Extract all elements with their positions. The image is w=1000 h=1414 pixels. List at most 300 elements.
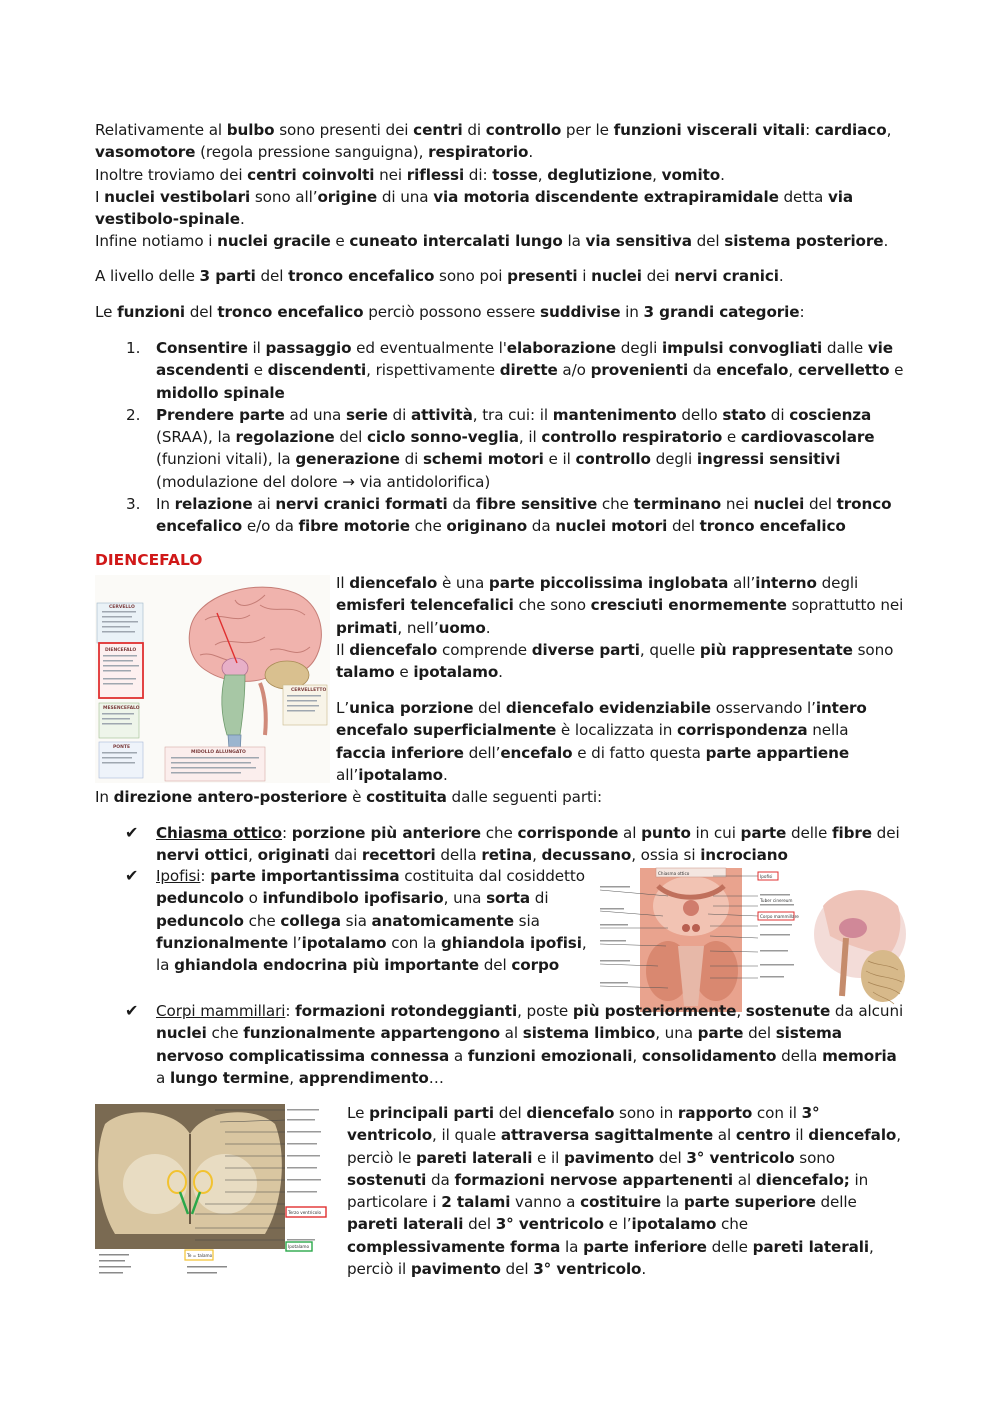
text-run: nella: [807, 721, 849, 740]
text-run: funzioni emozionali: [467, 1046, 633, 1065]
text-run: o: [243, 889, 263, 908]
text-run: dirette: [499, 361, 558, 380]
text-run: e l’: [603, 1215, 632, 1234]
text-run: .: [883, 232, 889, 251]
text-run: ,: [788, 361, 798, 380]
text-run: fibre: [831, 824, 872, 842]
text-run: :: [285, 1002, 296, 1020]
text-run: passaggio: [265, 339, 352, 357]
text-run: recettori: [361, 846, 436, 865]
text-run: diencefalo evidenziabile: [505, 699, 711, 717]
text-run: dei: [871, 824, 900, 842]
text-run: dello: [676, 405, 723, 424]
text-run: al: [618, 824, 642, 842]
text-run: sono poi: [434, 267, 508, 285]
text-run: a: [449, 1046, 468, 1065]
text-run: , quelle: [639, 640, 700, 659]
text-run: , il: [518, 428, 542, 447]
text-run: uomo: [438, 618, 486, 637]
text-run: dalle: [822, 339, 868, 357]
text-run: Relativamente al: [95, 121, 227, 139]
text-run: diencefalo: [808, 1126, 897, 1145]
text-run: nervi ottici: [156, 846, 249, 865]
list-number: 3.: [126, 495, 141, 514]
text-run: ghiandola ipofisi: [440, 933, 582, 952]
list-item-text: [156, 406, 874, 491]
text-run: degli: [616, 339, 663, 357]
text-run: Il: [336, 640, 350, 659]
brain-lateral-figure: [95, 575, 330, 783]
figure-label: CERVELLO: [109, 605, 135, 610]
text-run: provenienti: [590, 361, 689, 380]
text-run: nervi cranici formati: [275, 495, 448, 514]
text-run: rapporto: [677, 1104, 753, 1122]
text-run: tronco encefalico: [217, 303, 364, 321]
text-run: Prendere parte: [156, 405, 285, 424]
text-run: e: [248, 361, 268, 380]
text-run: sistema nervoso complicatissima connessa: [156, 1024, 842, 1065]
text-run: parte importantissima: [210, 867, 400, 885]
text-run: e: [394, 663, 414, 682]
text-run: via vestibolo-spinale: [95, 187, 853, 229]
text-run: diencefalo: [349, 640, 438, 659]
text-run: peduncolo: [156, 911, 244, 930]
list-number: 1.: [126, 339, 141, 357]
text-run: respiratorio: [428, 143, 529, 162]
text-run: al: [499, 1024, 523, 1043]
text-run: del: [334, 428, 367, 447]
text-run: corrisponde: [517, 824, 619, 842]
text-run: controllo respiratorio: [541, 428, 723, 447]
text-run: ed eventualmente l': [351, 339, 507, 357]
text-run: 3 parti: [199, 267, 256, 285]
text-run: i: [577, 267, 592, 285]
text-run: fibre sensitive: [475, 495, 598, 514]
diencefalo-paragraph-direzione: [95, 786, 915, 808]
text-run: complessivamente forma: [347, 1237, 561, 1256]
text-run: , poste: [517, 1002, 573, 1020]
text-run: in particolare i: [347, 1170, 869, 1212]
text-run: dei: [641, 267, 675, 285]
text-run: :: [805, 121, 815, 139]
text-run: corrispondenza: [677, 721, 808, 740]
text-run: , la: [156, 933, 587, 975]
text-run: generazione: [295, 450, 400, 469]
coronal-section-figure: [95, 1104, 333, 1280]
text-run: all’: [728, 574, 756, 592]
text-run: L’: [336, 699, 350, 717]
text-run: con la: [386, 933, 441, 952]
text-run: schemi motori: [422, 450, 544, 469]
text-run: , nell’: [397, 618, 439, 637]
text-run: infundibolo ipofisario: [262, 889, 444, 908]
text-run: delle: [786, 824, 832, 842]
text-run: .: [528, 143, 534, 162]
text-run: origine: [317, 187, 378, 206]
text-run: , perciò il: [347, 1237, 874, 1279]
text-run: Ipofisi: [156, 867, 201, 885]
text-run: Chiasma ottico: [156, 824, 283, 842]
text-run: nuclei: [591, 267, 642, 285]
text-run: direzione antero-posteriore: [113, 788, 348, 806]
text-run: riflessi: [406, 165, 465, 184]
text-run: parte: [697, 1024, 744, 1043]
text-run: elaborazione: [506, 339, 616, 357]
text-run: Il: [336, 574, 350, 592]
text-run: serie: [345, 405, 388, 424]
text-run: tronco encefalico: [699, 517, 846, 536]
figure-label: Ipofisi: [760, 874, 773, 879]
text-run: parte superiore: [683, 1193, 816, 1212]
text-run: a/o: [557, 361, 591, 380]
text-run: sia: [340, 911, 372, 930]
parts-list-chiasma: [95, 822, 910, 867]
text-run: attività: [410, 405, 473, 424]
text-run: , perciò le: [347, 1126, 901, 1167]
text-run: tosse: [492, 165, 538, 184]
text-run: :: [799, 303, 805, 321]
text-run: funzionalmente: [156, 933, 289, 952]
text-run: è localizzata in: [556, 721, 678, 740]
text-run: incrociano: [700, 846, 788, 865]
functions-list-item: [95, 337, 910, 404]
text-run: cuneato intercalati lungo: [349, 232, 563, 251]
diencefalo-paragraph-intro: [336, 572, 908, 683]
text-run: diencefalo: [349, 574, 438, 592]
text-run: punto: [641, 824, 691, 842]
text-run: da: [688, 361, 717, 380]
text-run: , una: [655, 1024, 698, 1043]
figure-label: Ipotalamo: [288, 1244, 310, 1249]
text-run: intero encefalo superficialmente: [336, 699, 867, 740]
text-run: controllo: [485, 121, 562, 139]
text-run: Corpi mammillari: [156, 1002, 286, 1020]
brain-inferior-view-illustration-icon: [598, 866, 908, 1014]
text-run: (modulazione del dolore → via antidolorifica): [156, 472, 491, 491]
text-run: del: [463, 1215, 496, 1234]
text-run: principali parti: [369, 1104, 494, 1122]
text-run: nuclei motori: [555, 517, 668, 536]
text-run: .: [485, 618, 491, 637]
text-run: , una: [443, 889, 487, 908]
figure-label: Te = talamo: [187, 1253, 213, 1258]
text-run: l’: [288, 933, 302, 952]
figure-label: MIDOLLO ALLUNGATO: [191, 750, 246, 755]
text-run: corpo: [511, 956, 560, 975]
text-run: coscienza: [789, 405, 872, 424]
checkmark-icon: ✔: [125, 823, 139, 842]
text-run: di: [399, 450, 423, 469]
text-run: fibre motorie: [298, 517, 410, 536]
text-run: perciò possono essere: [363, 303, 541, 321]
text-run: ad una: [284, 405, 346, 424]
parts-list-item: [95, 1000, 910, 1089]
text-run: originati: [257, 846, 330, 865]
text-run: diencefalo;: [755, 1170, 850, 1189]
text-run: tronco encefalico: [156, 495, 892, 536]
text-run: (regola pressione sanguigna),: [195, 143, 429, 162]
text-run: al: [713, 1126, 736, 1145]
text-run: delle: [815, 1193, 857, 1212]
list-item-text: [156, 867, 587, 974]
text-run: pavimento: [410, 1260, 501, 1279]
intro-paragraph-bulbo: [95, 119, 915, 253]
text-run: nei: [721, 495, 754, 514]
text-run: diverse parti: [531, 640, 640, 659]
text-run: è: [347, 788, 367, 806]
text-run: anatomicamente: [371, 911, 514, 930]
text-run: In: [156, 495, 175, 514]
text-run: del: [255, 267, 289, 285]
text-run: decussano: [541, 846, 632, 865]
text-run: lungo termine: [169, 1068, 290, 1087]
text-run: ,: [537, 165, 548, 184]
text-run: ,: [652, 165, 662, 184]
text-run: e il: [543, 450, 576, 469]
text-run: che: [206, 1024, 244, 1043]
text-run: nuclei: [156, 1024, 207, 1043]
text-run: del: [479, 956, 512, 975]
text-run: stato: [722, 405, 767, 424]
text-run: del: [804, 495, 837, 514]
text-run: parte inferiore: [583, 1237, 707, 1256]
text-run: ai: [252, 495, 276, 514]
text-run: sorta: [486, 889, 531, 908]
text-run: , tra cui: il: [472, 405, 553, 424]
figure-label: DIENCEFALO: [105, 648, 137, 653]
functions-list: [95, 337, 910, 538]
text-run: di: [530, 889, 549, 908]
text-run: che: [480, 824, 518, 842]
text-run: 3° ventricolo: [347, 1104, 820, 1145]
text-run: parte piccolissima inglobata: [488, 574, 729, 592]
text-run: 3° ventricolo: [686, 1148, 795, 1167]
text-run: via motoria discendente extrapiramidale: [433, 187, 779, 206]
text-run: porzione più anteriore: [291, 824, 481, 842]
parts-list-item: [95, 865, 595, 976]
text-run: ipotalamo: [413, 663, 499, 682]
list-item-text: [156, 1002, 903, 1087]
text-run: di:: [464, 165, 493, 184]
text-run: che sono: [513, 596, 591, 615]
text-run: Inoltre troviamo dei: [95, 165, 248, 184]
text-run: è una: [437, 574, 489, 592]
text-run: in cui: [690, 824, 741, 842]
text-run: del: [667, 517, 700, 536]
text-run: nuclei gracile: [217, 232, 331, 251]
text-run: e: [330, 232, 350, 251]
text-run: la: [560, 1237, 584, 1256]
list-item-text: [156, 339, 903, 402]
functions-list-item: [95, 493, 910, 538]
text-run: A livello delle: [95, 267, 200, 285]
text-run: il: [247, 339, 266, 357]
text-run: 3° ventricolo: [533, 1260, 642, 1279]
text-run: cardiovascolare: [740, 428, 875, 447]
text-run: faccia inferiore: [336, 743, 464, 762]
text-run: controllo: [575, 450, 651, 469]
text-run: funzioni: [117, 303, 186, 321]
text-run: (funzioni vitali), la: [156, 450, 296, 469]
text-run: via sensitiva: [585, 232, 692, 251]
text-run: centro: [735, 1126, 791, 1145]
text-run: (SRAA), la: [156, 428, 236, 447]
text-run: formazioni rotondeggianti: [295, 1002, 518, 1020]
figure-label: Corpo mammillare: [760, 914, 799, 919]
text-run: costituita dal cosiddetto: [399, 867, 585, 885]
text-run: vomito: [661, 165, 721, 184]
text-run: soprattutto nei: [786, 596, 904, 615]
chiasm-figure: [598, 866, 908, 1014]
text-run: ,: [736, 1002, 746, 1020]
text-run: della: [435, 846, 482, 865]
text-run: ,: [532, 846, 542, 865]
text-run: ghiandola endocrina più importante: [174, 956, 480, 975]
text-run: e di fatto questa: [572, 743, 706, 762]
text-run: encefalo: [716, 361, 789, 380]
text-run: pavimento: [564, 1148, 654, 1167]
text-run: ,: [248, 846, 258, 865]
text-run: per le: [561, 121, 614, 139]
text-run: tronco encefalico: [288, 267, 435, 285]
checkmark-icon: ✔: [125, 866, 139, 885]
text-run: ciclo sonno-veglia: [366, 428, 519, 447]
text-run: della: [776, 1046, 823, 1065]
text-run: che: [409, 517, 447, 536]
text-run: midollo spinale: [156, 383, 285, 402]
text-run: più posteriormente: [572, 1002, 737, 1020]
text-run: sono all’: [250, 187, 318, 206]
text-run: In: [95, 788, 114, 806]
text-run: costituire: [580, 1193, 662, 1212]
text-run: sono in: [614, 1104, 678, 1122]
text-run: .: [720, 165, 725, 184]
text-run: Consentire: [156, 339, 248, 357]
text-run: originano: [446, 517, 528, 536]
text-run: del: [691, 232, 725, 251]
list-item-text: [156, 495, 891, 535]
text-run: osservando l’: [710, 699, 816, 717]
text-run: nei: [374, 165, 407, 184]
text-run: nuclei: [753, 495, 805, 514]
text-run: impulsi convogliati: [662, 339, 823, 357]
text-run: degli: [816, 574, 859, 592]
text-run: memoria: [822, 1046, 897, 1065]
text-run: e: [889, 361, 904, 380]
text-run: talamo: [336, 663, 395, 682]
text-run: interno: [755, 574, 817, 592]
text-run: da: [447, 495, 476, 514]
text-run: la: [661, 1193, 684, 1212]
text-run: funzionalmente appartengono: [243, 1024, 500, 1043]
text-run: di: [462, 121, 486, 139]
text-run: sono: [794, 1148, 835, 1167]
text-run: presenti: [507, 267, 578, 285]
list-number: 2.: [126, 405, 141, 424]
text-run: del: [743, 1024, 776, 1043]
text-run: pareti laterali: [415, 1148, 533, 1167]
intro-paragraph-nuclei: [95, 265, 915, 287]
text-run: , rispettivamente: [366, 361, 500, 380]
text-run: …: [428, 1068, 444, 1087]
text-run: sistema limbico: [522, 1024, 656, 1043]
text-run: ,: [289, 1068, 299, 1087]
parts-list-item: [95, 822, 910, 867]
coronal-section-photo-icon: [95, 1104, 333, 1280]
text-run: centri: [413, 121, 463, 139]
text-run: bulbo: [226, 121, 275, 139]
checkmark-icon: ✔: [125, 1001, 139, 1020]
text-run: e: [722, 428, 741, 447]
text-run: vie ascendenti: [156, 339, 893, 380]
text-run: nervi cranici: [674, 267, 779, 285]
text-run: sistema posteriore: [724, 232, 884, 251]
text-run: 2 talami: [441, 1193, 511, 1212]
text-run: collega: [280, 911, 341, 930]
text-run: .: [641, 1260, 647, 1279]
text-run: che: [597, 495, 634, 514]
text-run: cresciuti enormemente: [590, 596, 787, 615]
text-run: apprendimento: [298, 1068, 429, 1087]
figure-label: Terzo ventricolo: [288, 1210, 322, 1215]
text-run: terminano: [633, 495, 722, 514]
brain-lateral-illustration-icon: [95, 575, 330, 783]
text-run: comprende: [437, 640, 532, 659]
text-run: del: [500, 1260, 534, 1279]
figure-label: Tuber cinereum: [760, 898, 793, 903]
text-run: ,: [632, 1046, 642, 1065]
text-run: dalle seguenti parti:: [446, 788, 602, 806]
text-run: del: [493, 1104, 527, 1122]
text-run: degli: [650, 450, 697, 469]
figure-label: Chiasma ottico: [658, 871, 690, 876]
text-run: e/o da: [242, 517, 299, 536]
figure-label: CERVELLETTO: [291, 688, 327, 693]
text-run: dell’: [463, 743, 501, 762]
text-run: pareti laterali: [752, 1237, 869, 1256]
text-run: che: [716, 1215, 749, 1234]
text-run: al: [733, 1170, 756, 1189]
text-run: consolidamento: [641, 1046, 777, 1065]
text-run: del: [185, 303, 218, 321]
text-run: sia: [513, 911, 540, 930]
text-run: nuclei vestibolari: [104, 187, 251, 206]
intro-paragraph-funzioni: [95, 301, 915, 323]
text-run: delle: [706, 1237, 753, 1256]
text-run: ,: [886, 121, 892, 139]
text-run: .: [443, 765, 448, 784]
text-run: Le: [347, 1104, 370, 1122]
text-run: all’: [336, 765, 359, 784]
text-run: da alcuni: [830, 1002, 904, 1020]
text-run: regolazione: [235, 428, 335, 447]
text-run: di una: [377, 187, 434, 206]
text-run: Infine notiamo i: [95, 232, 218, 251]
text-run: .: [239, 210, 245, 229]
text-run: primati: [336, 618, 398, 637]
text-run: ingressi sensitivi: [696, 450, 841, 469]
text-run: del: [473, 699, 506, 717]
functions-list-item: [95, 404, 910, 493]
text-run: costituita: [366, 788, 447, 806]
text-run: emisferi telencefalici: [336, 596, 514, 615]
figure-label: MESENCEFALO: [103, 706, 140, 711]
text-run: ipotalamo: [631, 1215, 717, 1234]
figure-label: PONTE: [113, 745, 131, 750]
text-run: unica porzione: [349, 699, 474, 717]
text-run: relazione: [174, 495, 253, 514]
text-run: mantenimento: [552, 405, 677, 424]
